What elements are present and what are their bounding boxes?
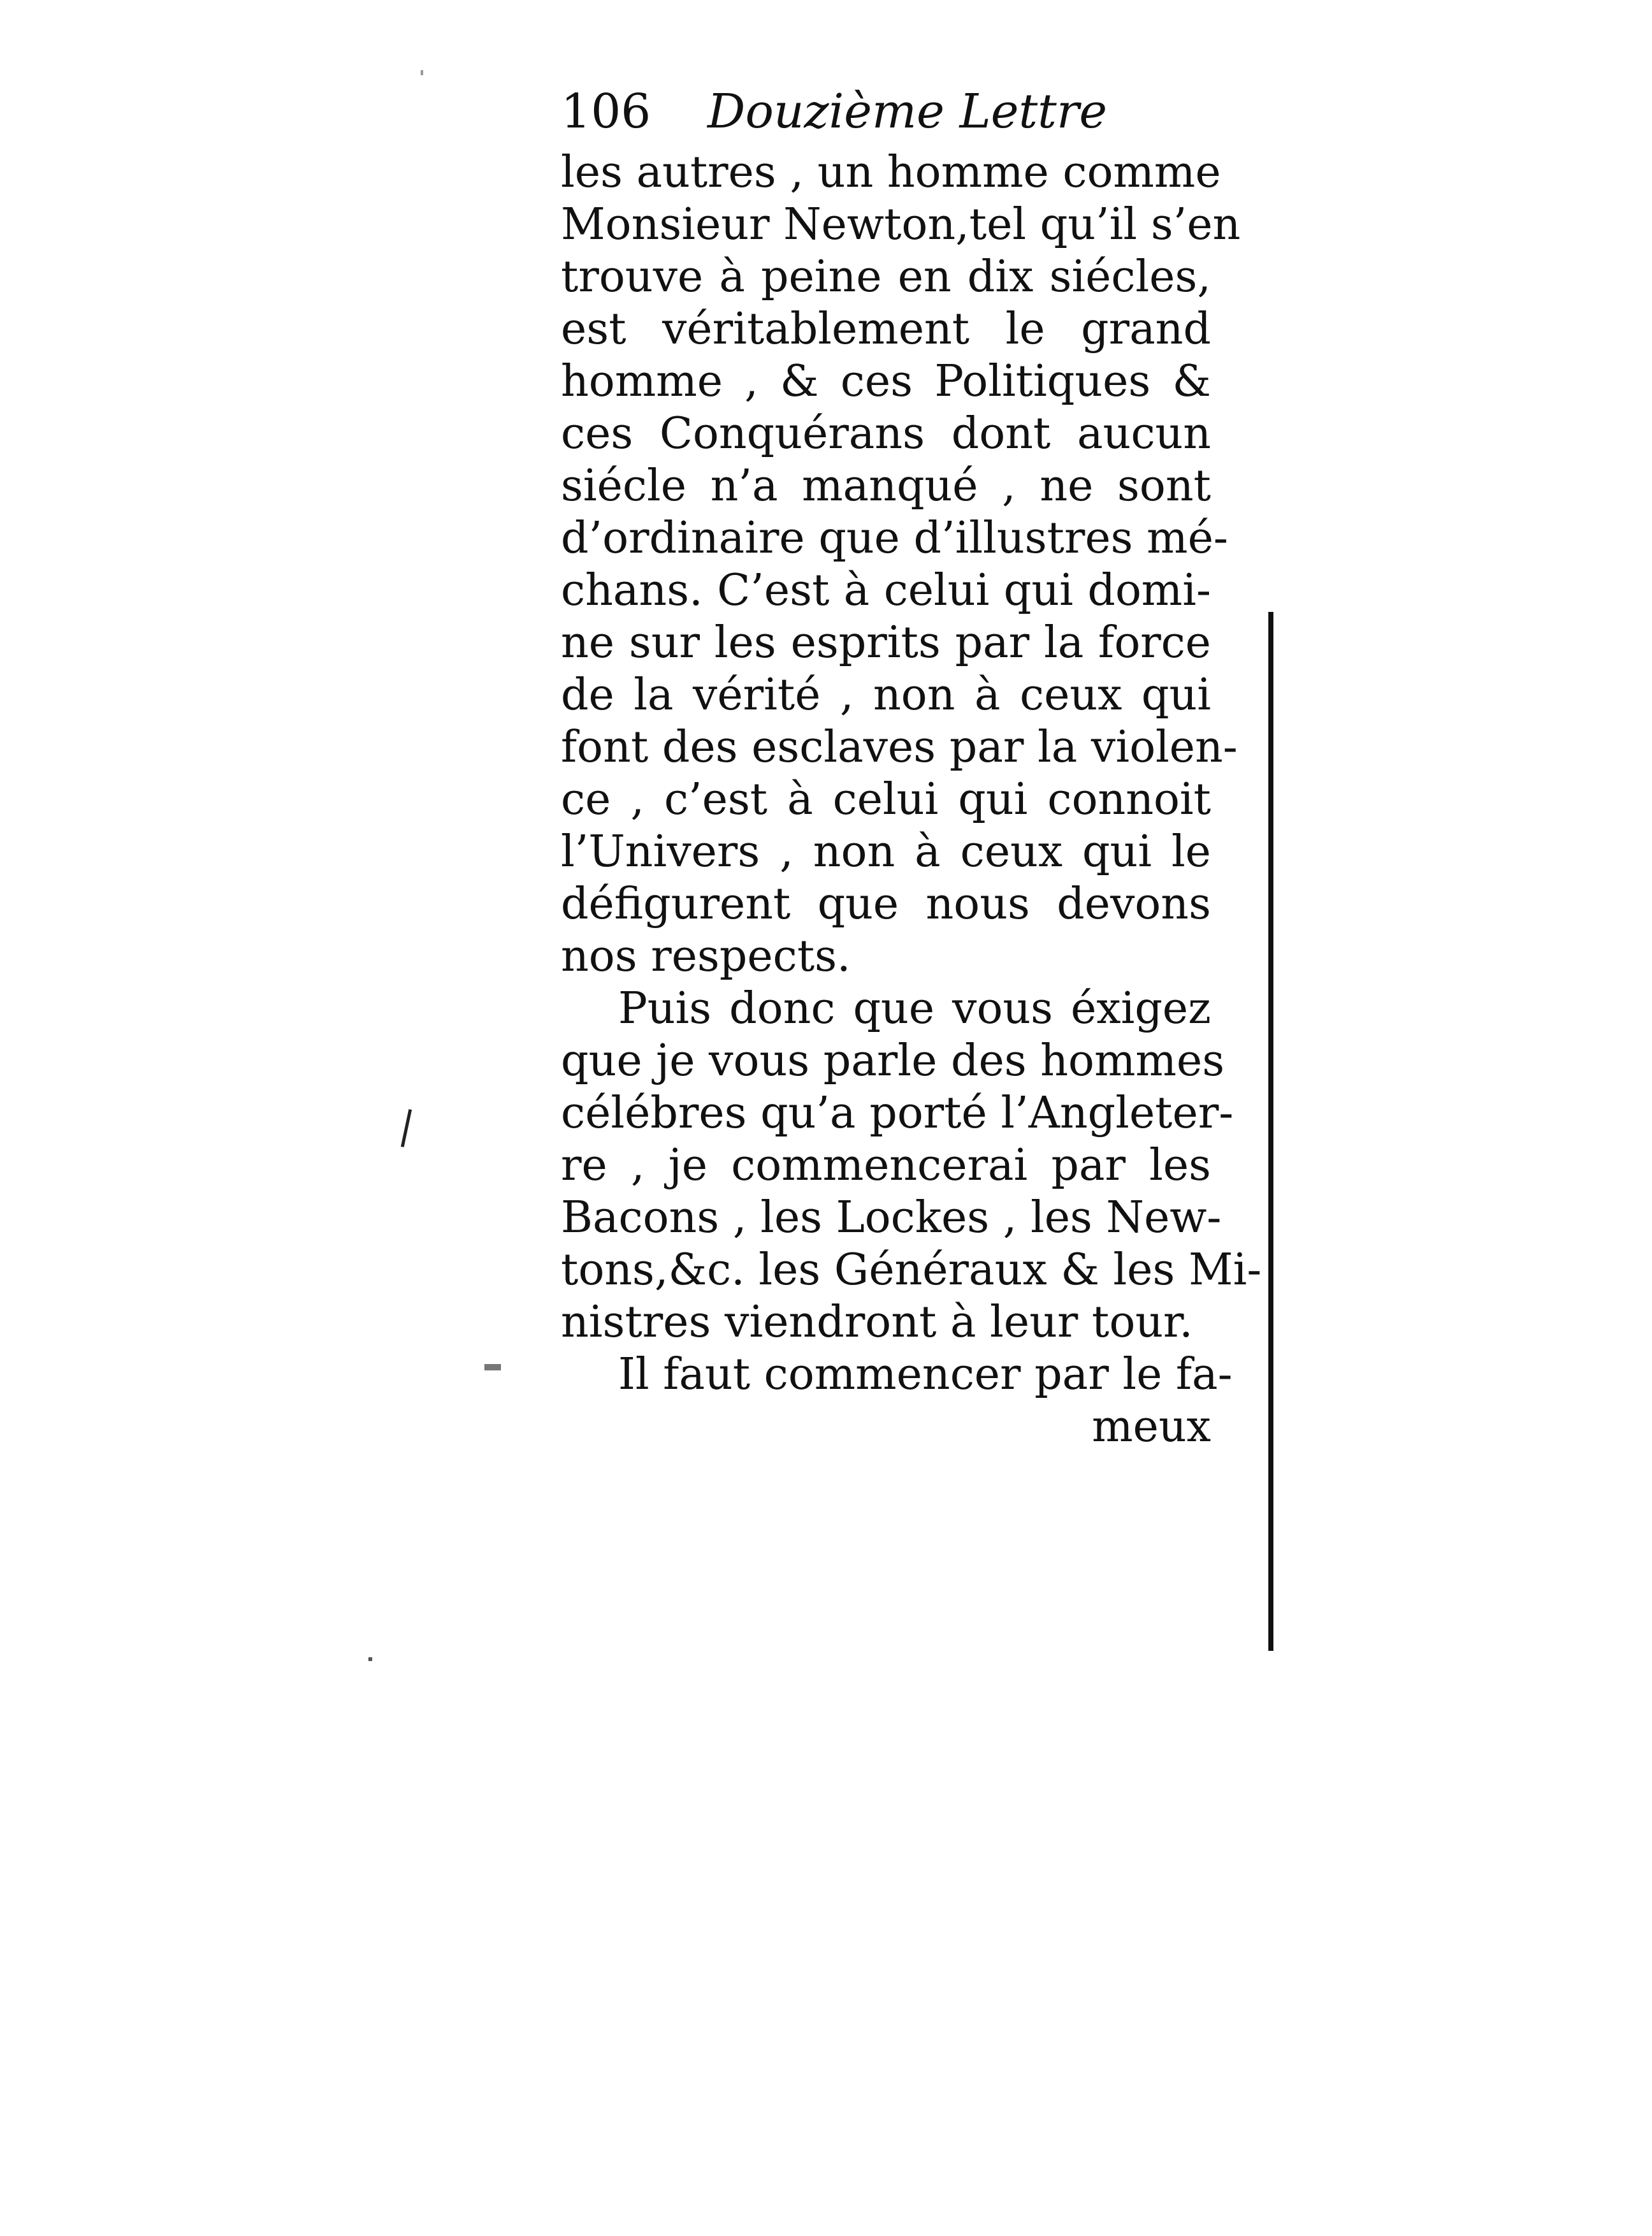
margin-mark [401,1109,412,1147]
page-number: 106 [561,84,651,139]
text-line: font des esclaves par la violen- [561,722,1238,773]
text-line: l’Univers , non à ceux qui le [561,827,1211,877]
text-line: Bacons , les Lockes , les New- [561,1193,1222,1243]
text-line: que je vous parle des hommes [561,1036,1225,1086]
text-line: de la vérité , non à ceux qui [561,670,1211,720]
text-line: ce , c’est à celui qui connoit [561,774,1211,825]
catchword: meux [1092,1402,1211,1452]
margin-speck [368,1657,372,1661]
text-line: Monsieur Newton,tel qu’il s’en [561,200,1241,250]
gutter-rule [1268,612,1273,1651]
text-line: trouve à peine en dix siécles, [561,252,1211,302]
text-line: célébres qu’a porté l’Angleter- [561,1088,1234,1138]
text-block [561,76,1262,1453]
text-line: les autres , un homme comme [561,147,1221,198]
page-header [561,76,1211,147]
text-line: est véritablement le grand [561,304,1211,354]
text-line: re , je commencerai par les [561,1140,1211,1191]
text-line: chans. C’est à celui qui domi- [561,565,1211,616]
text-line-paragraph-start: Il faut commencer par le fa- [618,1349,1233,1400]
text-line: tons,&c. les Généraux & les Mi- [561,1245,1262,1295]
margin-speck [421,70,423,75]
text-line-paragraph-end: nistres viendront à leur tour. [561,1297,1193,1347]
running-title: Douzième Lettre [707,84,1108,139]
margin-speck [484,1364,501,1370]
text-line-paragraph-end: nos respects. [561,931,851,982]
text-line: défigurent que nous devons [561,879,1211,929]
text-line: homme , & ces Politiques & [561,356,1211,407]
text-line: ne sur les esprits par la force [561,618,1211,668]
text-line: d’ordinaire que d’illustres mé- [561,513,1228,563]
text-line-paragraph-start: Puis donc que vous éxigez [618,984,1211,1034]
text-line: ces Conquérans dont aucun [561,409,1211,459]
text-line: siécle n’a manqué , ne sont [561,461,1211,511]
